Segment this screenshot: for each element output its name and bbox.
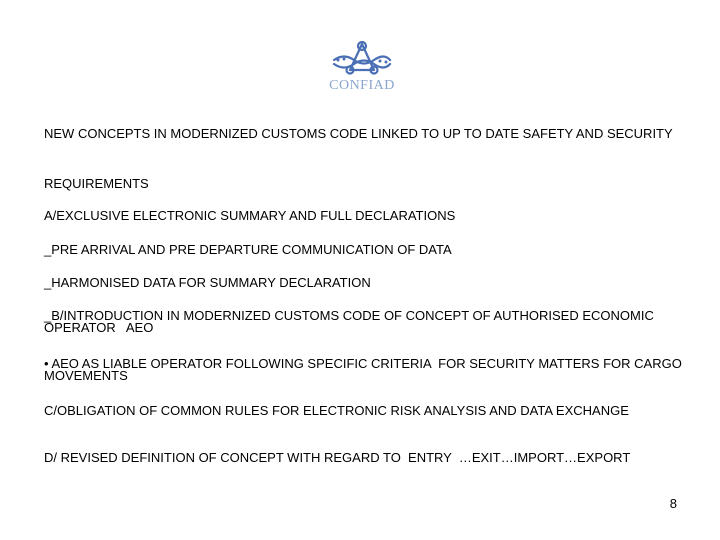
text-line: _PRE ARRIVAL AND PRE DEPARTURE COMMUNICATION OF DATA	[44, 242, 452, 257]
text-line: _B/INTRODUCTION IN MODERNIZED CUSTOMS CODE OF CONCEPT OF AUTHORISED ECONOMIC OPERATOR AEO	[44, 308, 658, 335]
logo-wordmark: CONFIAD	[329, 78, 395, 93]
text-line: C/OBLIGATION OF COMMON RULES FOR ELECTRONIC RISK ANALYSIS AND DATA EXCHANGE	[44, 403, 629, 418]
page-number: 8	[669, 496, 677, 511]
confiad-emblem-icon	[330, 40, 394, 80]
text-line: REQUIREMENTS	[44, 176, 149, 191]
text-line: _HARMONISED DATA FOR SUMMARY DECLARATION	[44, 275, 371, 290]
text-line: D/ REVISED DEFINITION OF CONCEPT WITH REGARD TO ENTRY …EXIT…IMPORT…EXPORT	[44, 450, 631, 465]
confiad-logo	[324, 40, 400, 96]
text-line: A/EXCLUSIVE ELECTRONIC SUMMARY AND FULL DECLARATIONS	[44, 208, 456, 223]
heading-line: NEW CONCEPTS IN MODERNIZED CUSTOMS CODE LINKED TO UP TO DATE SAFETY AND SECURITY	[44, 126, 673, 141]
bullet-line: • AEO AS LIABLE OPERATOR FOLLOWING SPECIFIC CRITERIA FOR SECURITY MATTERS FOR CARGO MOVEMENTS	[44, 356, 686, 383]
